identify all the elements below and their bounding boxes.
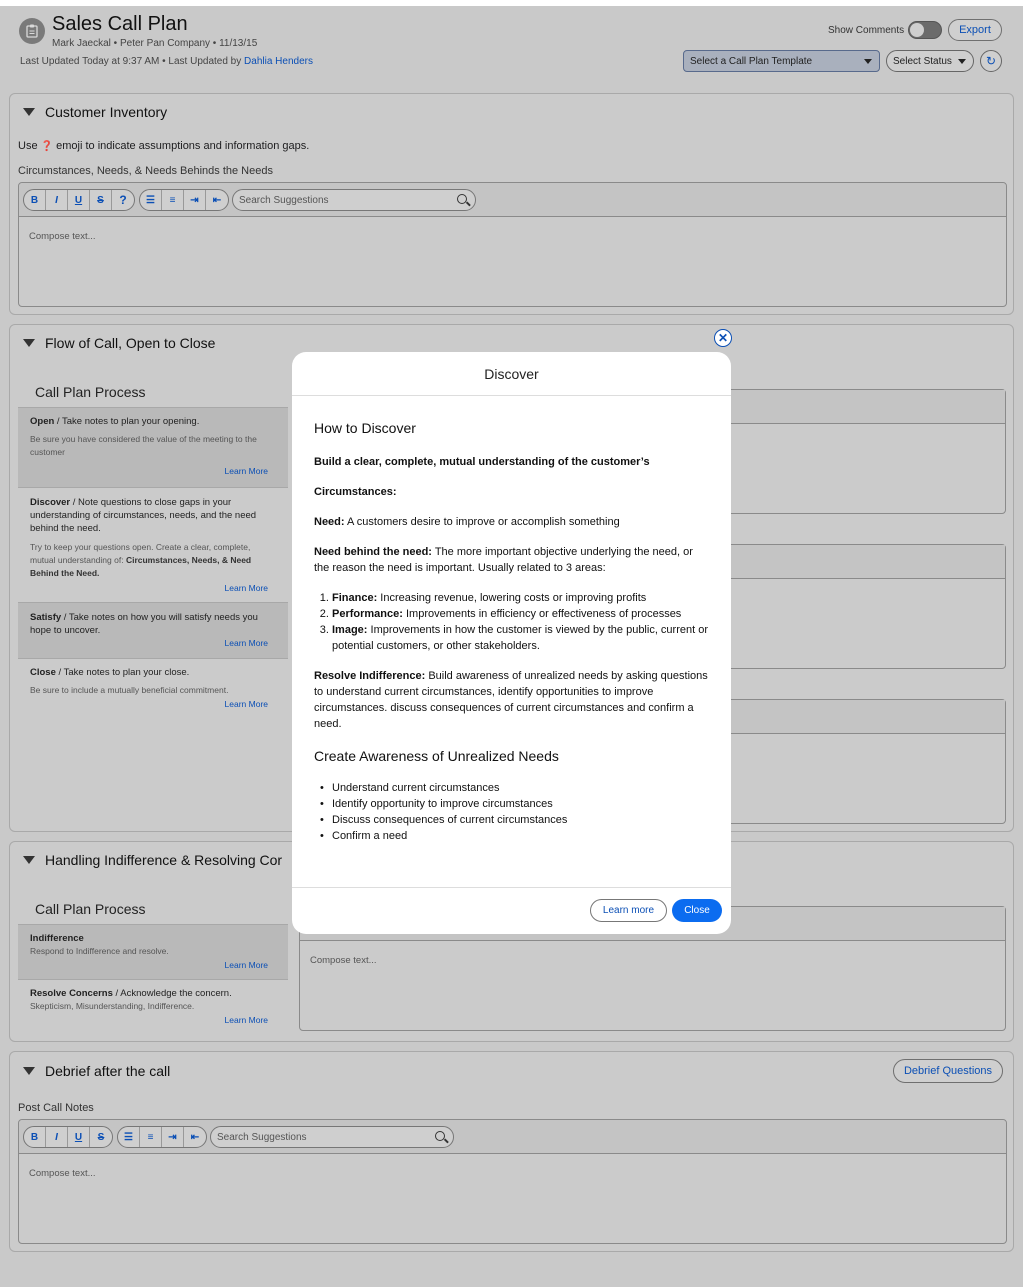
nbn-paragraph (314, 544, 709, 576)
need-paragraph (314, 514, 709, 530)
search-suggestions-input[interactable] (210, 1126, 454, 1148)
item-headline (30, 667, 276, 678)
process-item-indifference[interactable] (18, 924, 288, 979)
hint-text-start: Use (18, 140, 41, 152)
refresh-button[interactable] (980, 50, 1002, 72)
section-title: Flow of Call, Open to Close (45, 335, 216, 351)
list-group (117, 1126, 207, 1148)
customer-inventory-card (9, 93, 1014, 315)
last-updated (20, 56, 313, 67)
bold-button[interactable]: B (24, 190, 46, 210)
bullet-list-icon[interactable]: ☰ (118, 1127, 140, 1147)
compose-area[interactable]: Compose text... (29, 231, 96, 242)
outdent-icon[interactable]: ⇤ (190, 1131, 200, 1143)
modal-title: Discover (292, 352, 731, 396)
list-item: • Discuss consequences of current circumstances (332, 812, 709, 828)
section-header[interactable] (23, 104, 167, 120)
field-label: Post Call Notes (18, 1102, 94, 1114)
show-comments-label: Show Comments (828, 25, 905, 36)
chevron-down-icon (864, 59, 872, 64)
list-item: • Understand current circumstances (332, 780, 709, 796)
need-label: Need: (314, 516, 345, 528)
editor-toolbar (19, 183, 1006, 217)
page-title: Sales Call Plan (52, 13, 188, 35)
chevron-down-icon (958, 59, 966, 64)
underline-button[interactable]: U (68, 1127, 90, 1147)
modal-intro: Build a clear, complete, mutual understanding of the customer’s (314, 456, 650, 468)
item-name: Open (30, 416, 55, 427)
item-description (30, 541, 276, 580)
process-item-discover[interactable] (18, 487, 288, 602)
item-description: Respond to Indifference and resolve. (30, 946, 169, 956)
status-select-value: Select Status (893, 55, 952, 67)
compose-area[interactable]: Compose text... (29, 1168, 96, 1179)
learn-more-link[interactable]: Learn More (224, 638, 268, 648)
process-item-satisfy[interactable] (18, 602, 288, 658)
item-name: Close (30, 667, 56, 678)
item-text: / Take notes to plan your close. (55, 667, 190, 678)
section-title: Debrief after the call (45, 1063, 171, 1079)
learn-more-link[interactable]: Learn More (224, 1015, 268, 1025)
field-label: Circumstances, Needs, & Needs Behinds the Needs (18, 165, 273, 177)
emoji-hint (18, 140, 309, 152)
indent-icon[interactable]: ⇥ (162, 1127, 184, 1147)
debrief-questions-button[interactable]: Debrief Questions (893, 1059, 1003, 1083)
modal-heading-2: Create Awareness of Unrealized Needs (314, 748, 559, 764)
format-group (23, 189, 135, 211)
process-title: Call Plan Process (35, 384, 146, 400)
areas-list (332, 590, 709, 654)
numbered-list-icon[interactable]: ≡ (140, 1127, 162, 1147)
search-placeholder: Search Suggestions (239, 194, 329, 206)
item-text: / Acknowledge the concern. (112, 988, 232, 999)
hint-text-end: emoji to indicate assumptions and information gaps. (53, 140, 310, 152)
call-plan-template-select[interactable] (683, 50, 880, 72)
modal-footer (292, 887, 731, 934)
template-select-value: Select a Call Plan Template (690, 55, 813, 67)
indent-icon[interactable]: ⇥ (184, 190, 206, 210)
refresh-icon: ↻ (985, 54, 997, 68)
item-name: Resolve Concerns (30, 988, 113, 999)
section-header[interactable] (23, 1063, 170, 1079)
section-title: Handling Indifference & Resolving Cor (45, 852, 283, 868)
item-headline (30, 416, 276, 427)
show-comments-toggle[interactable] (908, 21, 942, 39)
strikethrough-button[interactable]: S (97, 1131, 105, 1143)
need-text: A customers desire to improve or accomplish something (344, 516, 620, 528)
learn-more-link[interactable]: Learn More (224, 466, 268, 476)
item-headline (30, 611, 276, 637)
collapse-triangle-icon (23, 856, 35, 864)
process-title: Call Plan Process (35, 901, 146, 917)
page-subtitle: Mark Jaeckal • Peter Pan Company • 11/13/15 (52, 38, 258, 49)
resolve-text: Build awareness of unrealized needs by asking questions to understand current circumstances, identify opportunities to improve circumstances. discuss consequences of current circumstances and confirm a need. (314, 670, 708, 730)
list-item (332, 622, 709, 654)
top-strip (0, 0, 1023, 6)
process-item-open[interactable] (18, 407, 288, 487)
item-name: Indifference (30, 933, 84, 944)
list-item: • Confirm a need (332, 828, 709, 844)
item-desc-bold: Circumstances, Needs, & Need Behind the Need. (30, 555, 252, 578)
list-item (332, 606, 709, 622)
modal-heading: How to Discover (314, 420, 416, 436)
search-suggestions-input[interactable] (232, 189, 476, 211)
area-label: Image: (332, 624, 368, 636)
discover-modal (292, 352, 731, 934)
italic-button[interactable]: I (46, 1127, 68, 1147)
process-item-resolve-concerns[interactable] (18, 979, 288, 1034)
item-headline (30, 933, 276, 944)
area-label: Performance: (332, 608, 403, 620)
learn-more-button[interactable]: Learn more (590, 899, 667, 922)
item-name: Satisfy (30, 612, 62, 623)
item-headline (30, 988, 276, 999)
collapse-triangle-icon (23, 1067, 35, 1075)
bullet-list-icon[interactable]: ☰ (140, 190, 162, 210)
process-list (18, 407, 288, 720)
learn-more-link[interactable]: Learn More (224, 960, 268, 970)
list-item: • Identify opportunity to improve circumstances (332, 796, 709, 812)
underline-button[interactable]: U (68, 190, 90, 210)
section-header[interactable] (23, 335, 215, 351)
learn-more-link[interactable]: Learn More (224, 699, 268, 709)
nbn-text: The more important objective underlying the need, or the reason the need is important. Usually related to 3 areas: (314, 546, 693, 574)
export-button[interactable]: Export (948, 19, 1002, 41)
status-select[interactable] (886, 50, 974, 72)
area-label: Finance: (332, 592, 378, 604)
updated-by-link[interactable]: Dahlia Henders (244, 56, 313, 67)
debrief-card (9, 1051, 1014, 1252)
nbn-label: Need behind the need: (314, 546, 432, 558)
collapse-triangle-icon (23, 339, 35, 347)
editor-toolbar (19, 1120, 1006, 1154)
last-updated-text: Last Updated Today at 9:37 AM • Last Updated by (20, 56, 245, 67)
question-button[interactable]: ? (119, 193, 127, 207)
search-icon (435, 1131, 445, 1141)
area-text: Improvements in efficiency or effectiveness of processes (402, 608, 682, 620)
numbered-list-icon[interactable]: ≡ (162, 190, 184, 210)
strikethrough-button[interactable]: S (90, 190, 112, 210)
question-emoji-icon: ❓ (40, 141, 54, 152)
modal-close-icon[interactable]: ✕ (714, 329, 732, 347)
item-headline (30, 496, 276, 535)
collapse-triangle-icon (23, 108, 35, 116)
bold-button[interactable]: B (24, 1127, 46, 1147)
search-icon (457, 194, 467, 204)
outdent-icon[interactable]: ⇤ (212, 194, 222, 206)
item-text: / Take notes on how you will satisfy needs you hope to uncover. (30, 612, 258, 636)
item-desc-text: Try to keep your questions open. Create a clear, complete, mutual understanding of: (30, 542, 251, 565)
search-placeholder: Search Suggestions (217, 1131, 307, 1143)
resolve-label: Resolve Indifference: (314, 670, 426, 682)
modal-body (292, 420, 731, 844)
rich-text-editor (18, 182, 1007, 307)
list-group (139, 189, 229, 211)
item-description: Be sure you have considered the value of the meeting to the customer (30, 434, 257, 457)
section-title: Customer Inventory (45, 104, 168, 120)
item-text: / Take notes to plan your opening. (54, 416, 200, 427)
area-text: Increasing revenue, lowering costs or improving profits (377, 592, 647, 604)
format-group (23, 1126, 113, 1148)
area-text: Improvements in how the customer is viewed by the public, current or potential customers, or other stakeholders. (332, 624, 709, 652)
close-button[interactable]: Close (672, 899, 722, 922)
resolve-paragraph (314, 668, 709, 732)
toggle-knob (910, 23, 924, 37)
italic-button[interactable]: I (46, 190, 68, 210)
learn-more-link[interactable]: Learn More (224, 583, 268, 593)
item-description: Skepticism, Misunderstanding, Indifference. (30, 1001, 195, 1011)
awareness-list (332, 780, 709, 844)
item-text: / Note questions to close gaps in your understanding of circumstances, needs, and the need behind the need. (30, 497, 257, 534)
clipboard-icon (19, 18, 45, 44)
list-item (332, 590, 709, 606)
process-item-close[interactable] (18, 658, 288, 720)
compose-area[interactable]: Compose text... (310, 955, 377, 966)
rich-text-editor (18, 1119, 1007, 1244)
section-header[interactable] (23, 852, 282, 868)
process-list (18, 924, 288, 1034)
item-description: Be sure to include a mutually beneficial commitment. (30, 685, 229, 695)
modal-circumstances: Circumstances: (314, 486, 397, 498)
item-name: Discover (30, 497, 71, 508)
